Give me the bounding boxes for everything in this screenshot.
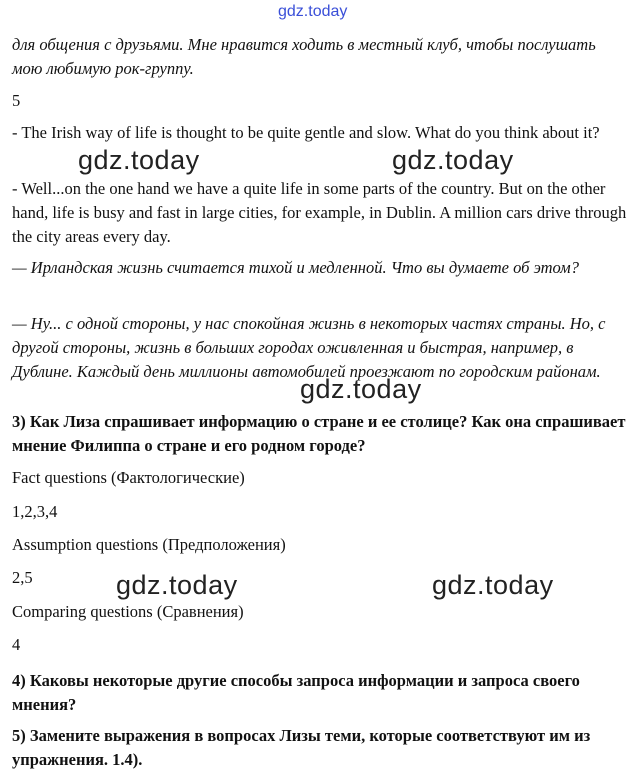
comparing-questions-numbers: 4 — [12, 635, 21, 654]
watermark-3: gdz.today — [300, 374, 422, 404]
assumption-questions-numbers: 2,5 — [12, 568, 33, 587]
english-question: - The Irish way of life is thought to be quite gentle and slow. What do you think about it? — [12, 123, 600, 142]
fact-questions-numbers: 1,2,3,4 — [12, 502, 58, 521]
watermark-2: gdz.today — [392, 145, 514, 175]
russian-answer: — Ну... с одной стороны, у нас спокойная жизнь в некоторых частях страны. Но, с другой стороны, жизнь в больших городах оживленная и быстрая, например, в Дублине. Каждый день миллионы автомобилей проезжают по городским районам. — [12, 314, 606, 381]
assumption-questions-label: Assumption questions (Предположения) — [12, 535, 286, 554]
watermark-4: gdz.today — [116, 570, 238, 600]
task-3-heading: 3) Как Лиза спрашивает информацию о стране и ее столице? Как она спрашивает мнение Филиппа о стране и его родном городе? — [12, 412, 626, 455]
paragraph-russian-intro: для общения с друзьями. Мне нравится ходить в местный клуб, чтобы послушать мою любимую рок-группу. — [12, 35, 596, 78]
task-5-heading: 5) Замените выражения в вопросах Лизы теми, которые соответствуют им из упражнения. 1.4). — [12, 726, 591, 769]
section-number: 5 — [12, 91, 21, 110]
header-watermark: gdz.today — [278, 3, 348, 20]
comparing-questions-label: Comparing questions (Сравнения) — [12, 602, 244, 621]
watermark-5: gdz.today — [432, 570, 554, 600]
fact-questions-label: Fact questions (Фактологические) — [12, 468, 245, 487]
russian-question: — Ирландская жизнь считается тихой и медленной. Что вы думаете об этом? — [12, 258, 579, 277]
english-answer: - Well...on the one hand we have a quite life in some parts of the country. But on the other hand, life is busy and fast in large cities, for example, in Dublin. A million cars drive through the city areas every day. — [12, 179, 627, 246]
watermark-1: gdz.today — [78, 145, 200, 175]
task-4-heading: 4) Каковы некоторые другие способы запроса информации и запроса своего мнения? — [12, 671, 580, 714]
